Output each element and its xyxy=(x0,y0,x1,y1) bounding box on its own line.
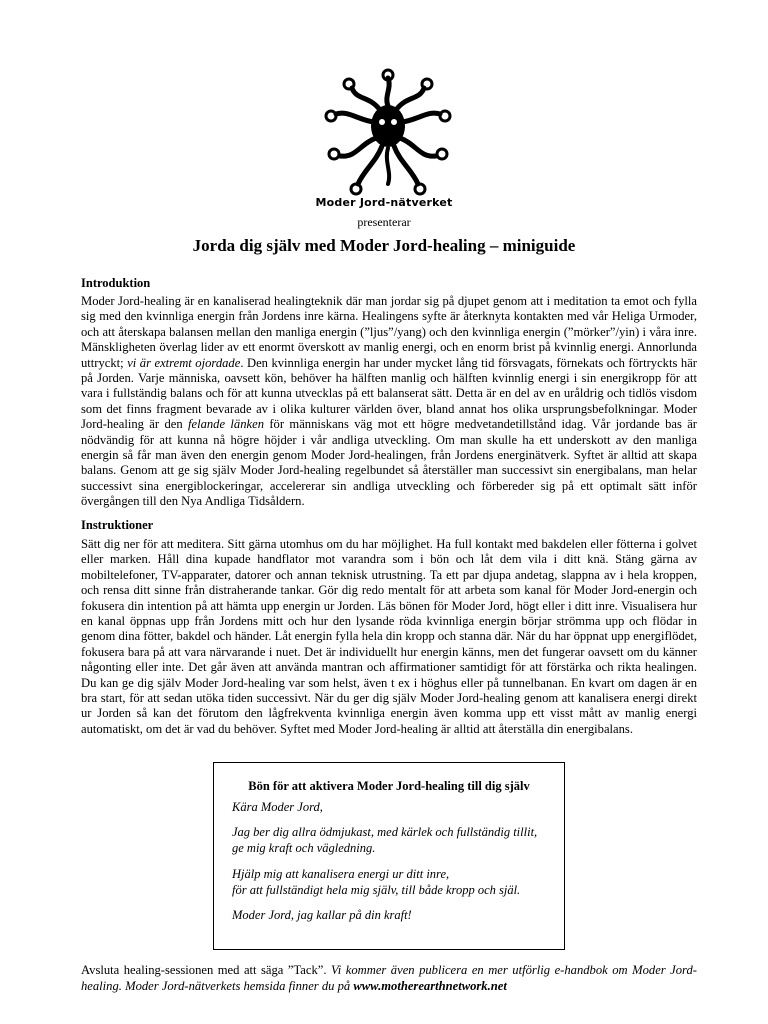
logo-wordmark: Moder Jord-nätverket xyxy=(315,196,453,209)
prayer-line-1: Jag ber dig allra ödmjukast, med kärlek och fullständig tillit, xyxy=(232,825,538,840)
instructions-heading: Instruktioner xyxy=(81,518,154,532)
prayer-box xyxy=(213,762,565,950)
website-link[interactable]: www.motherearthnetwork.net xyxy=(353,979,507,993)
closing-italic-text: Vi kommer även publicera en mer utförlig e-handbok om Moder Jord-healing. Moder Jord-nätverkets hemsida finner du på xyxy=(81,963,697,993)
presenting-label: presenterar xyxy=(357,215,411,229)
prayer-greeting: Kära Moder Jord, xyxy=(232,800,323,814)
prayer-line-3: Hjälp mig att kanalisera energi ur ditt inre, xyxy=(232,866,450,881)
closing-text: Avsluta healing-sessionen med att säga ”Tack”. xyxy=(81,963,331,977)
prayer-title: Bön för att aktivera Moder Jord-healing till dig själv xyxy=(248,779,530,793)
intro-heading: Introduktion xyxy=(81,276,151,290)
instructions-text: Sätt dig ner för att meditera. Sitt gärna utomhus om du har möjlighet. Ha full kontakt med bakdelen eller fötterna i golvet eller marken. Håll dina kupade handflator mot varandra som i bön och låt dem vila i ditt knä. Stäng gärna av mobiltelefoner, TV-apparater, datorer och annan teknisk utrustning. Ta ett par djupa andetag, slappna av i hela kroppen, och rensa ditt sinne från distraherande tankar. Gör dig redo mentalt för att arbeta som kanal för Moder Jord-energin och fokusera din intention på att hämta upp energin ur Jorden. Läs bönen för Moder Jord, högt eller i ditt inre. Visualisera hur en kanal öppnas upp från Jordens mitt och hur den lysande röda kvinnliga energin börjar strömma upp och flödar in genom dina fötter, bakdel och händer. Låt energin fylla hela din kropp och stanna där. När du har öppnat upp energiflödet, fokusera bara på att vara närvarande i nuet. Det är individuellt hur energin känns, men det fungerar oavsett om du känner någonting eller inte. Det går även att använda mantran och affirmationer samtidigt för att förstärka och rikta healingen. Du kan ge dig själv Moder Jord-healing var som helst, även t ex i höghus eller på tunnelbanan. En kvart om dagen är en bra start, för att sedan utöka tiden successivt. När du ger dig själv Moder Jord-healing genom att kanalisera energi direkt ur Jorden så kan det förutom den lågfrekventa kvinnliga energin även komma upp ett visst mått av manlig energi automatiskt, om det är vad du behöver. Syftet med Moder Jord-healing är alltid att återställa din energibalans. xyxy=(81,537,697,736)
prayer-line-4: för att fullständigt hela mig själv, till både kropp och själ. xyxy=(232,882,521,897)
intro-paragraph xyxy=(81,294,697,510)
intro-emphasis-1: vi är extremt ojordade xyxy=(127,355,241,370)
instructions-paragraph xyxy=(81,537,697,737)
intro-emphasis-2: felande länken xyxy=(188,417,264,432)
prayer-line-5: Moder Jord, jag kallar på din kraft! xyxy=(232,908,412,923)
closing-paragraph xyxy=(81,962,697,994)
intro-text-part-2: . Den kvinnliga energin har under mycket lång tid försvagats, förnekats och förtryckts här på Jorden. Varje människa, oavsett kön, behöver ha hälften manlig och hälften kvinnlig energi i sin energikropp för att vara i fullständig balans och för att kunna utvecklas på ett balanserat sätt. Detta är en del av en uråldrig och tidlös visdom som det finns fragment bevarade av i olika kulturer världen över, bland annat hos olika ursprungsbefolkningar. Moder Jord-healing är den xyxy=(81,355,697,432)
page-title: Jorda dig själv med Moder Jord-healing – miniguide xyxy=(192,236,576,255)
prayer-text xyxy=(232,799,552,923)
octopus-emblem-icon xyxy=(318,66,458,198)
prayer-line-2: ge mig kraft och vägledning. xyxy=(232,841,376,856)
intro-text-part-1: Moder Jord-healing är en kanaliserad healingteknik där man jordar sig på djupet genom att i meditation ta emot och fylla sig med den kvinnliga energin från Jordens inre kärna. Healingens syfte är återknyta kontakten med vår Heliga Urmoder, och att återskapa balansen mellan den manliga energin (”ljus”/yang) och den kvinnliga energin (”mörker”/yin) i våra inre. Mänskligheten överlag lider av ett enormt överskott av manlig energi, och en enorm brist på kvinnlig energi. Annorlunda uttryckt; xyxy=(81,294,697,370)
intro-text-part-3: för människans väg mot ett högre medvetandetillstånd idag. Vår jordande bas är nödvändig för att kunna nå högre höjder i vår andliga utveckling. Om man skulle ha ett underskott av den manliga energin så får man även den energin genom Moder Jord-healingen, från Jordens energinätverk. Syftet är alltid att skapa balans. Genom att ge sig själv Moder Jord-healing regelbundet så återställer man successivt sin energibalans, man helar successivt sina energiblockeringar, accelererar sin andliga utveckling och förbereder sig på ett optimalt sätt inför övergången till den Nya Andliga Tidsåldern. xyxy=(81,417,697,509)
